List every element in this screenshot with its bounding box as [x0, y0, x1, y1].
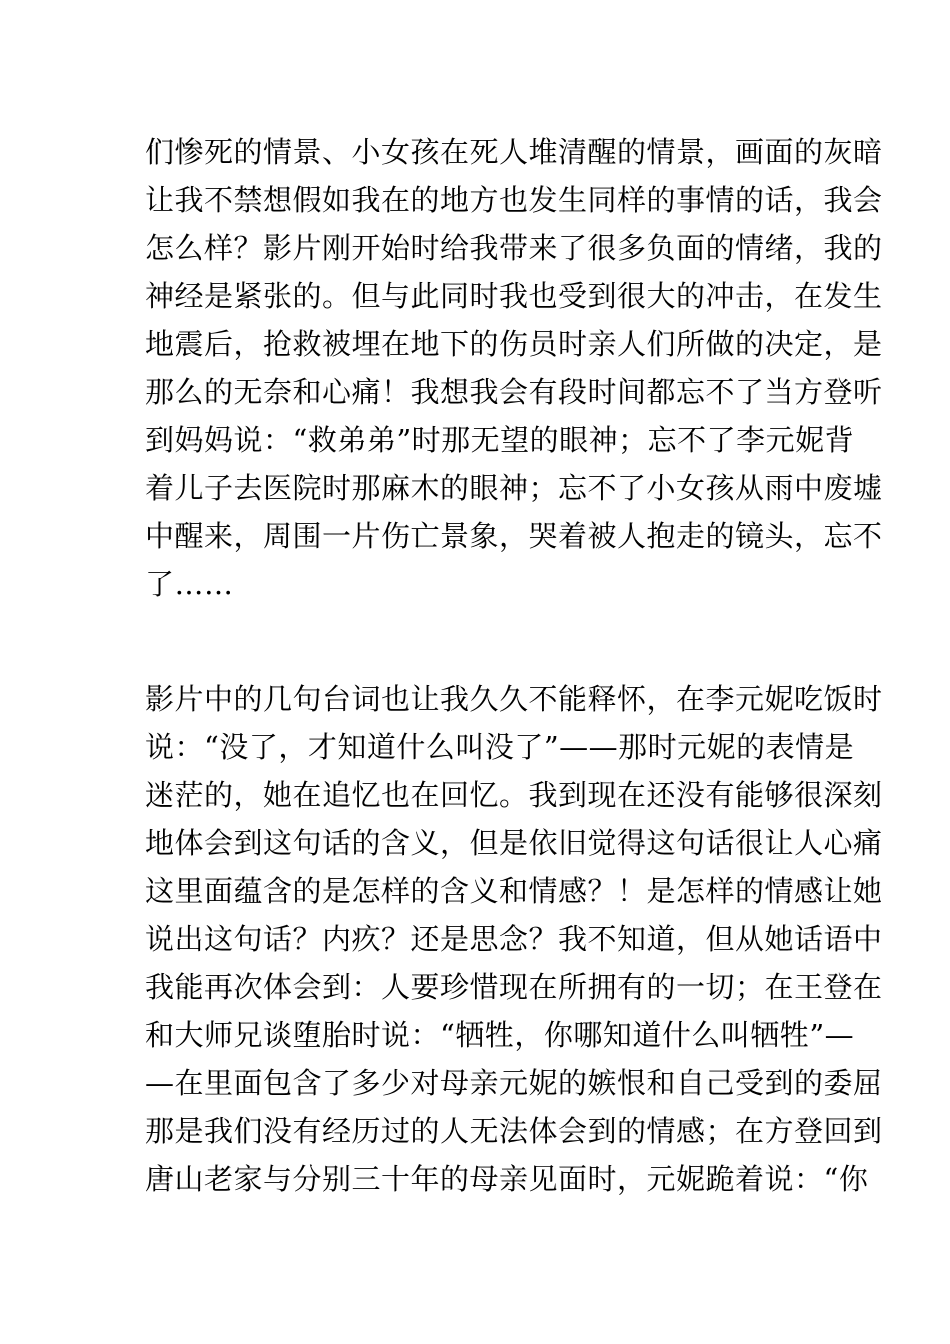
text-line: 迷茫的，她在追忆也在回忆。我到现在还没有能够很深刻	[145, 778, 883, 812]
paragraph-1	[145, 128, 883, 608]
text-line: 让我不禁想假如我在的地方也发生同样的事情的话，我会	[145, 183, 883, 217]
text-line: 那么的无奈和心痛！我想我会有段时间都忘不了当方登听	[145, 375, 883, 409]
text-line: 唐山老家与分别三十年的母亲见面时，元妮跪着说：“你	[145, 1162, 869, 1196]
text-line: 们惨死的情景、小女孩在死人堆清醒的情景，画面的灰暗	[145, 135, 883, 169]
text-line: 了……	[145, 567, 234, 601]
text-line: 神经是紧张的。但与此同时我也受到很大的冲击，在发生	[145, 279, 883, 313]
text-line: 我能再次体会到：人要珍惜现在所拥有的一切；在王登在	[145, 970, 883, 1004]
text-line: —在里面包含了多少对母亲元妮的嫉恨和自己受到的委屈	[145, 1066, 883, 1100]
text-line: 说：“没了，才知道什么叫没了”——那时元妮的表情是	[145, 730, 855, 764]
text-line: 到妈妈说：“救弟弟”时那无望的眼神；忘不了李元妮背	[145, 423, 855, 457]
text-line: 地震后，抢救被埋在地下的伤员时亲人们所做的决定，是	[145, 327, 883, 361]
text-line: 那是我们没有经历过的人无法体会到的情感；在方登回到	[145, 1114, 883, 1148]
text-line: 影片中的几句台词也让我久久不能释怀，在李元妮吃饭时	[145, 682, 883, 716]
text-line: 和大师兄谈堕胎时说：“牺牲，你哪知道什么叫牺牲”—	[145, 1018, 855, 1052]
paragraph-2	[145, 675, 883, 1203]
text-line: 这里面蕴含的是怎样的含义和情感？！是怎样的情感让她	[145, 874, 883, 908]
text-line: 怎么样？影片刚开始时给我带来了很多负面的情绪，我的	[145, 231, 883, 265]
text-line: 着儿子去医院时那麻木的眼神；忘不了小女孩从雨中废墟	[145, 471, 883, 505]
text-line: 中醒来，周围一片伤亡景象，哭着被人抱走的镜头，忘不	[145, 519, 883, 553]
text-line: 说出这句话？内疚？还是思念？我不知道，但从她话语中	[145, 922, 883, 956]
text-line: 地体会到这句话的含义，但是依旧觉得这句话很让人心痛	[145, 826, 883, 860]
